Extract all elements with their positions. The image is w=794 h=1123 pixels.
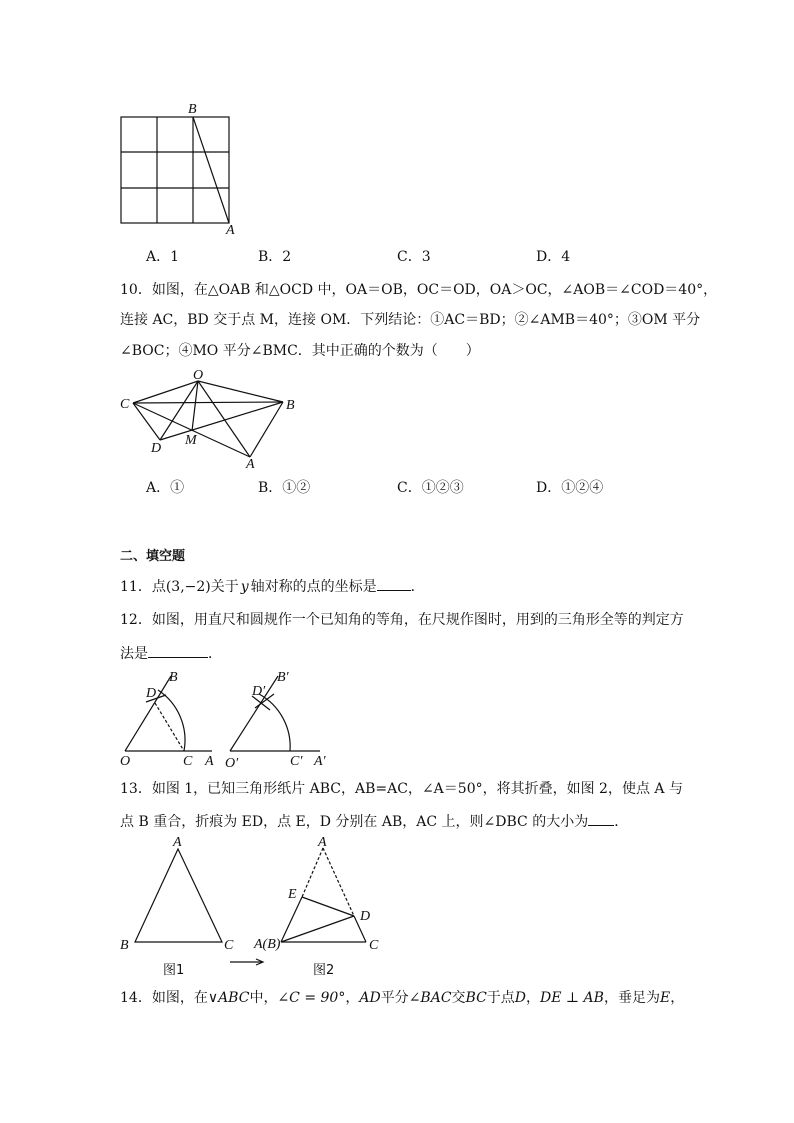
triangle-abc (135, 849, 222, 942)
label-b: B (120, 938, 129, 953)
q12-line-2-text: 法是 (120, 646, 148, 662)
q14-angle: ∠C = 90° (277, 990, 346, 1006)
label-ab: A(B) (254, 937, 281, 952)
q13-end: ． (614, 814, 629, 830)
label-a: A (173, 835, 182, 850)
q11-suffix: 轴对称的点的坐标是 (250, 579, 377, 595)
q10-option-a: A．① (146, 480, 185, 496)
q12-end: ． (208, 646, 222, 662)
q14-de: DE ⊥ AB (540, 990, 604, 1006)
dashed-ae (302, 848, 323, 897)
q14-text-2: ， (345, 990, 360, 1006)
q14-bc: BC (465, 990, 487, 1006)
label-a2: A (318, 835, 327, 850)
q13-line-2-text: 点 B 重合，折痕为 ED，点 E，D 分别在 AB，AC 上，则∠DBC 的大小为 (120, 814, 589, 830)
label-a: A (246, 457, 255, 472)
label-b2: B′ (277, 670, 289, 685)
q14-prefix: 14．如图，在 (120, 990, 208, 1006)
label-b: B (286, 398, 295, 413)
label-c: C (120, 397, 130, 412)
q10-line-2: 连接 AC，BD 交于点 M，连接 OM．下列结论：①AC＝BD；②∠AMB＝40°；③OM 平分 (120, 312, 701, 328)
q12-line-1: 12．如图，用直尺和圆规作一个已知角的等角，在尺规作图时，用到的三角形全等的判定方 (120, 612, 684, 628)
q10-option-d: D．①②④ (536, 480, 604, 496)
label-e: E (288, 887, 297, 902)
label-a: A (205, 754, 214, 769)
label-d: D (360, 909, 371, 924)
q14-text-4: 交 (451, 990, 466, 1006)
label-c: C (183, 754, 193, 769)
label-a: A (226, 223, 235, 238)
q9-option-b: B．2 (258, 249, 292, 265)
q10-line-3: ∠BOC；④MO 平分∠BMC．其中正确的个数为（ ） (120, 343, 480, 359)
label-c2: C (369, 938, 379, 953)
label-o: O (120, 754, 131, 769)
label-m: M (185, 433, 197, 448)
label-a2: A′ (314, 754, 326, 769)
q11-point: (3,−2) (165, 579, 211, 595)
q11-middle: 关于 (210, 579, 239, 595)
label-b: B (188, 102, 197, 117)
q14-text-1: 中， (249, 990, 278, 1006)
label-o2: O′ (225, 756, 239, 771)
q14-bac: ∠BAC (408, 990, 452, 1006)
q9-option-d: D．4 (536, 249, 571, 265)
q14-e: E (659, 990, 671, 1006)
q11-prefix: 11．点 (120, 579, 166, 595)
label-d: D (151, 441, 162, 456)
q9-option-a: A．1 (146, 249, 180, 265)
label-b: B (169, 670, 178, 685)
fig2-caption: 图2 (313, 963, 335, 978)
label-d: D (146, 686, 157, 701)
q10-option-b: B．①② (258, 480, 311, 496)
q14-triangle: ∨ABC (207, 990, 250, 1006)
q14-text-3: 平分 (380, 990, 409, 1006)
q10-option-c: C．①②③ (397, 480, 464, 496)
fig1-caption: 图1 (163, 963, 185, 978)
label-c2: C′ (290, 754, 303, 769)
q14-text-5: 于点 (486, 990, 515, 1006)
q11-axis: y (240, 579, 249, 595)
q14-text-6: ， (526, 990, 541, 1006)
section-title: 二、填空题 (120, 549, 186, 564)
q13-line-1: 13．如图 1，已知三角形纸片 ABC，AB=AC，∠A＝50°，将其折叠，如图 2，使点 A 与 (120, 781, 683, 797)
q14-end: ， (670, 990, 685, 1006)
label-c: C (224, 938, 234, 953)
label-d2: D′ (252, 684, 266, 699)
q14-text-7: ，垂足为 (603, 990, 660, 1006)
q14-line (120, 988, 684, 1008)
q10-line-1: 10．如图，在△OAB 和△OCD 中，OA＝OB，OC＝OD，OA＞OC，∠AOB＝∠COD＝40°， (120, 282, 718, 298)
q11-end: ． (410, 579, 425, 595)
label-o: O (193, 368, 204, 383)
q9-option-c: C．3 (397, 249, 431, 265)
q14-ad: AD (359, 990, 381, 1006)
q14-d: D (514, 990, 527, 1006)
